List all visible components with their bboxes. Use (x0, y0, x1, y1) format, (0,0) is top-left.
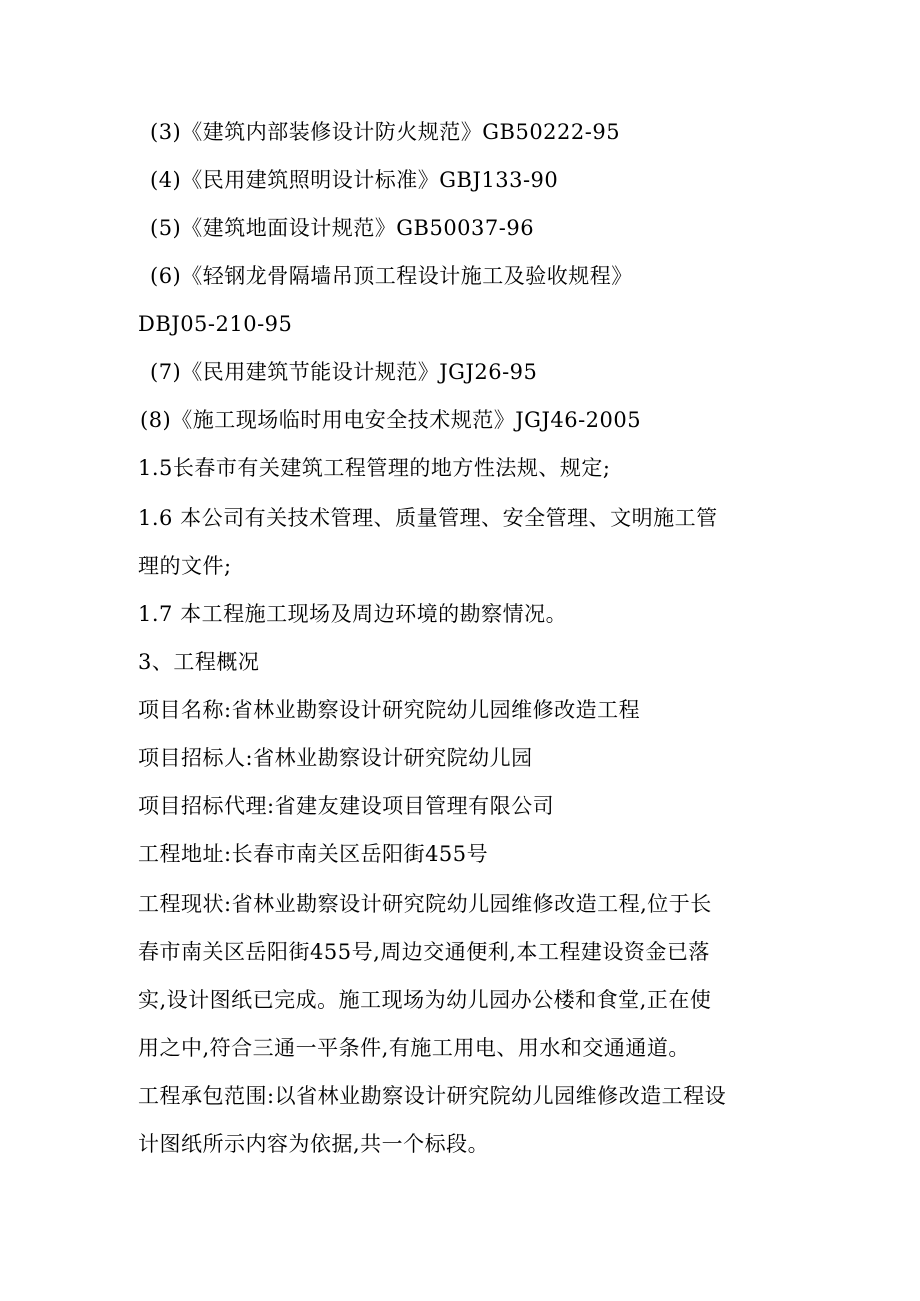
reference-item-3: (3)《建筑内部装修设计防火规范》GB50222-95 (150, 120, 621, 144)
reference-item-7: (7)《民用建筑节能设计规范》JGJ26-95 (150, 360, 538, 384)
reference-item-8: (8)《施工现场临时用电安全技术规范》JGJ46-2005 (140, 408, 642, 432)
reference-item-6: (6)《轻钢龙骨隔墙吊顶工程设计施工及验收规程》 (150, 264, 633, 288)
project-address: 工程地址:长春市南关区岳阳街455号 (138, 842, 489, 866)
contract-scope-line-1: 工程承包范围:以省林业勘察设计研究院幼儿园维修改造工程设 (138, 1084, 727, 1108)
basis-item-1-7: 1.7 本工程施工现场及周边环境的勘察情况。 (138, 602, 568, 626)
project-status-line-4: 用之中,符合三通一平条件,有施工用电、用水和交通通道。 (138, 1036, 690, 1060)
basis-item-1-6-cont: 理的文件; (138, 554, 232, 578)
basis-item-1-5: 1.5长春市有关建筑工程管理的地方性法规、规定; (138, 456, 611, 480)
project-status-line-2: 春市南关区岳阳街455号,周边交通便利,本工程建设资金已落 (138, 940, 710, 964)
basis-item-1-6: 1.6 本公司有关技术管理、质量管理、安全管理、文明施工管 (138, 506, 718, 530)
project-tenderer: 项目招标人:省林业勘察设计研究院幼儿园 (138, 746, 533, 770)
project-status-line-1: 工程现状:省林业勘察设计研究院幼儿园维修改造工程,位于长 (138, 892, 712, 916)
contract-scope-line-2: 计图纸所示内容为依据,共一个标段。 (138, 1132, 490, 1156)
reference-item-4: (4)《民用建筑照明设计标准》GBJ133-90 (150, 168, 559, 192)
project-name: 项目名称:省林业勘察设计研究院幼儿园维修改造工程 (138, 698, 641, 722)
reference-item-6-code: DBJ05-210-95 (138, 312, 293, 336)
section-heading-project-overview: 3、工程概况 (138, 650, 260, 674)
project-status-line-3: 实,设计图纸已完成。施工现场为幼儿园办公楼和食堂,正在使 (138, 988, 712, 1012)
project-tender-agent: 项目招标代理:省建友建设项目管理有限公司 (138, 794, 555, 818)
reference-item-5: (5)《建筑地面设计规范》GB50037-96 (150, 216, 535, 240)
